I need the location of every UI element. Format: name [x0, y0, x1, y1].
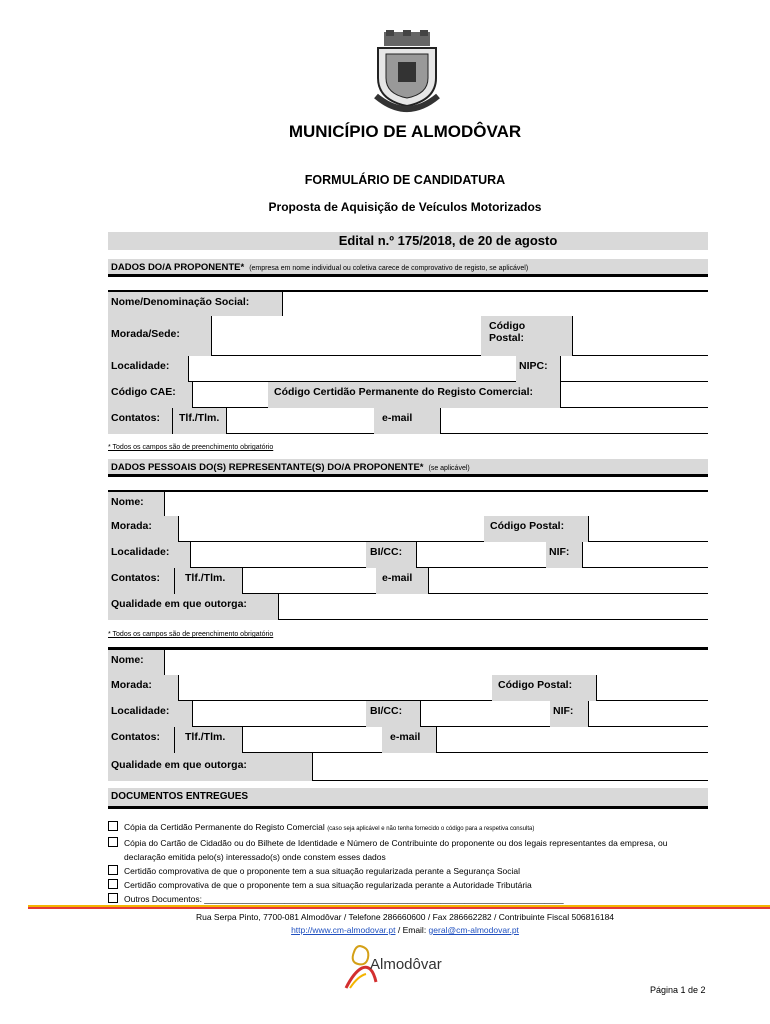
tlf-input[interactable]	[242, 727, 382, 753]
footer-address: Rua Serpa Pinto, 7700-081 Almodôvar / Telefone 286660600 / Fax 286662282 / Contribuinte Fiscal 506816184	[195, 912, 615, 922]
cae-input[interactable]	[192, 382, 268, 408]
checkbox[interactable]	[108, 893, 118, 903]
website-link[interactable]: http://www.cm-almodovar.pt	[291, 925, 396, 935]
form-title: FORMULÁRIO DE CANDIDATURA	[304, 173, 506, 187]
form-subtitle: Proposta de Aquisição de Veículos Motorizados	[268, 200, 542, 214]
email-input[interactable]	[440, 408, 708, 434]
bicc-label: BI/CC:	[366, 701, 420, 727]
codigo-postal-input[interactable]	[572, 316, 708, 356]
localidade-input[interactable]	[188, 356, 516, 382]
contatos-label: Contatos:	[108, 727, 174, 753]
required-note-2: * Todos os campos são de preenchimento obrigatório	[108, 631, 274, 638]
email-label: e-mail	[382, 727, 436, 753]
almodovar-logo	[340, 942, 460, 990]
morada-label: Morada:	[108, 516, 178, 542]
tlf-input[interactable]	[242, 568, 376, 594]
certidao-label: Código Certidão Permanente do Registo Comercial:	[268, 382, 560, 408]
morada-sede-label: Morada/Sede:	[108, 316, 211, 356]
doc-item-certidao-registo[interactable]: Cópia da Certidão Permanente do Registo Comercial (caso seja aplicável e não tenha fornecido o código para a respetiva consulta)	[108, 820, 708, 836]
section-proponente-heading: DADOS DO/A PROPONENTE* (empresa em nome individual ou coletiva carece de comprovativo de registo, se aplicável)	[108, 259, 708, 277]
certidao-input[interactable]	[560, 382, 708, 408]
localidade-label: Localidade:	[108, 542, 190, 568]
qualidade-label: Qualidade em que outorga:	[108, 594, 278, 620]
localidade-input[interactable]	[190, 542, 366, 568]
tlf-label: Tlf./Tlm.	[174, 727, 242, 753]
tlf-label: Tlf./Tlm.	[174, 568, 242, 594]
morada-input[interactable]	[178, 516, 484, 542]
bicc-label: BI/CC:	[366, 542, 416, 568]
morada-sede-input[interactable]	[211, 316, 481, 356]
codigo-postal-label: Código Postal:	[484, 516, 588, 542]
doc-item-autoridade-tributaria[interactable]: Certidão comprovativa de que o proponente tem a sua situação regularizada perante a Autoridade Tributária	[108, 878, 708, 892]
documents-list	[108, 820, 708, 906]
bicc-input[interactable]	[416, 542, 546, 568]
morada-label: Morada:	[108, 675, 178, 701]
codigo-postal-input[interactable]	[596, 675, 708, 701]
codigo-postal-input[interactable]	[588, 516, 708, 542]
doc-item-outros[interactable]: Outros Documentos: ____________________________________________________________________________	[108, 892, 708, 906]
codigo-postal-label: Código Postal:	[492, 675, 596, 701]
section-representante-heading: DADOS PESSOAIS DO(S) REPRESENTANTE(S) DO/A PROPONENTE* (se aplicável)	[108, 459, 708, 477]
qualidade-label: Qualidade em que outorga:	[108, 753, 312, 781]
checkbox[interactable]	[108, 837, 118, 847]
nipc-input[interactable]	[560, 356, 708, 382]
tlf-input[interactable]	[226, 408, 374, 434]
doc-item-seguranca-social[interactable]: Certidão comprovativa de que o proponente tem a sua situação regularizada perante a Segurança Social	[108, 864, 708, 878]
email-input[interactable]	[428, 568, 708, 594]
municipal-crest-icon	[372, 30, 442, 114]
morada-input[interactable]	[178, 675, 492, 701]
checkbox[interactable]	[108, 821, 118, 831]
localidade-label: Localidade:	[108, 356, 188, 382]
nif-input[interactable]	[588, 701, 708, 727]
nif-label: NIF:	[550, 701, 588, 727]
page-title: MUNICÍPIO DE ALMODÔVAR	[288, 122, 522, 141]
footer-contacts: http://www.cm-almodovar.pt / Email: geral@cm-almodovar.pt	[291, 925, 519, 935]
checkbox[interactable]	[108, 865, 118, 875]
email-label: e-mail	[376, 568, 428, 594]
localidade-label: Localidade:	[108, 701, 192, 727]
bicc-input[interactable]	[420, 701, 550, 727]
email-input[interactable]	[436, 727, 708, 753]
qualidade-input[interactable]	[278, 594, 708, 620]
nome-label: Nome:	[108, 492, 164, 518]
page-number: Página 1 de 2	[650, 985, 706, 995]
required-note: * Todos os campos são de preenchimento obrigatório	[108, 444, 274, 451]
contatos-label: Contatos:	[108, 408, 172, 434]
edital-banner: Edital n.º 175/2018, de 20 de agosto	[108, 232, 708, 250]
nif-label: NIF:	[546, 542, 582, 568]
nome-input[interactable]	[164, 650, 708, 678]
logo-text: Almodôvar	[370, 956, 442, 973]
doc-item-cartao-cidadao[interactable]: Cópia do Cartão de Cidadão ou do Bilhete de Identidade e Número de Contribuinte do proponente ou dos legais representantes da empresa, ou declaração emitida pelo(s) interessado(s) onde constem esses dados	[108, 836, 708, 864]
nif-input[interactable]	[582, 542, 708, 568]
nome-label: Nome:	[108, 650, 164, 678]
nome-input[interactable]	[164, 492, 708, 518]
email-link[interactable]: geral@cm-almodovar.pt	[428, 925, 519, 935]
nipc-label: NIPC:	[516, 356, 560, 382]
codigo-postal-label: Código Postal:	[481, 316, 572, 356]
email-label: e-mail	[374, 408, 440, 434]
localidade-input[interactable]	[192, 701, 366, 727]
contatos-label: Contatos:	[108, 568, 174, 594]
nome-social-label: Nome/Denominação Social:	[108, 292, 282, 318]
documents-heading: DOCUMENTOS ENTREGUES	[108, 788, 708, 809]
checkbox[interactable]	[108, 879, 118, 889]
qualidade-input[interactable]	[312, 753, 708, 781]
tlf-label: Tlf./Tlm.	[172, 408, 226, 434]
cae-label: Código CAE:	[108, 382, 192, 408]
nome-social-input[interactable]	[282, 292, 708, 318]
footer-divider	[28, 905, 770, 909]
